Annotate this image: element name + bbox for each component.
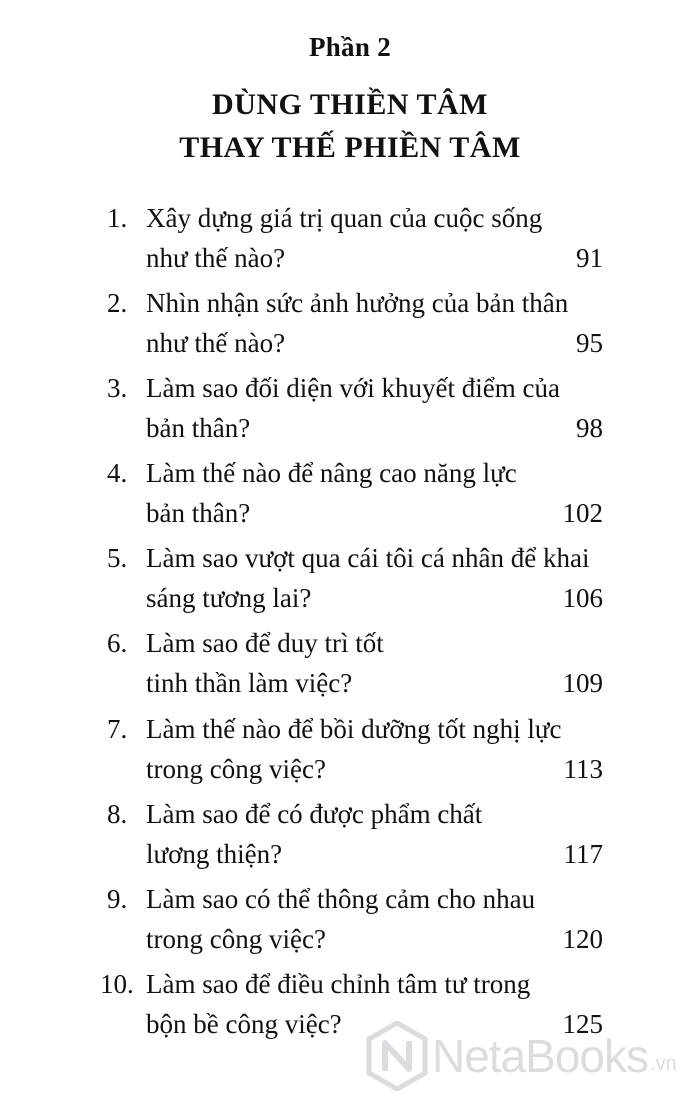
entry-title-line-1: Làm sao vượt qua cái tôi cá nhân để khai: [146, 543, 590, 574]
entry-page-number: 109: [562, 668, 603, 699]
watermark-brand: NetaBooks: [432, 1030, 649, 1082]
netabooks-logo-icon: [366, 1021, 428, 1091]
watermark-tld: .vn: [650, 1053, 677, 1075]
entry-page-number: 91: [576, 243, 603, 273]
toc-entry-3[interactable]: [0, 368, 700, 453]
section-title-line-2: THAY THẾ PHIỀN TÂM: [179, 131, 521, 164]
entry-number: 8.: [107, 798, 128, 829]
entry-number: 3.: [107, 373, 128, 404]
toc-entry-1[interactable]: [0, 198, 700, 283]
entry-number: 6.: [107, 628, 128, 659]
entry-title-line-1: Xây dựng giá trị quan của cuộc sống: [146, 203, 543, 233]
entry-title-line-2: tinh thần làm việc?: [146, 668, 353, 699]
entry-number: 10.: [100, 968, 134, 999]
toc-entry-7[interactable]: [0, 709, 700, 794]
entry-title-line-2: lương thiện?: [146, 838, 283, 869]
entry-number: 4.: [107, 458, 128, 489]
netabooks-watermark: [366, 1018, 696, 1094]
entry-number: 9.: [107, 883, 128, 914]
toc-entry-4[interactable]: [0, 453, 700, 538]
toc-entry-2[interactable]: [0, 283, 700, 368]
entry-page-number: 113: [563, 753, 603, 784]
entry-page-number: 125: [562, 1008, 603, 1039]
entry-page-number: 98: [576, 413, 603, 444]
entry-title-line-1: Nhìn nhận sức ảnh hưởng của bản thân: [146, 288, 569, 319]
toc-entry-9[interactable]: [0, 879, 700, 964]
entry-title-line-1: Làm sao để điều chỉnh tâm tư trong: [146, 968, 531, 999]
toc-entry-8[interactable]: [0, 794, 700, 879]
entry-page-number: 106: [562, 583, 603, 614]
entry-number: 7.: [107, 713, 128, 744]
entry-title-line-1: Làm sao đối diện với khuyết điểm của: [146, 373, 560, 404]
entry-title-line-2: trong công việc?: [146, 923, 326, 954]
section-title-line-1: DÙNG THIỀN TÂM: [212, 88, 488, 121]
entry-title-line-2: sáng tương lai?: [146, 583, 312, 614]
part-label: Phần 2: [308, 32, 392, 62]
entry-title-line-2: bản thân?: [146, 413, 251, 444]
entry-title-line-1: Làm sao để duy trì tốt: [146, 628, 384, 659]
entry-number: 2.: [107, 288, 128, 319]
entry-number: 1.: [107, 203, 128, 233]
entry-title-line-1: Làm sao có thể thông cảm cho nhau: [146, 883, 536, 914]
entry-page-number: 102: [562, 498, 603, 529]
entry-title-line-2: bộn bề công việc?: [146, 1008, 342, 1039]
entry-page-number: 117: [563, 838, 603, 869]
entry-title-line-1: Làm thế nào để nâng cao năng lực: [146, 458, 517, 489]
entry-page-number: 95: [576, 328, 603, 359]
table-of-contents: [0, 198, 700, 1049]
toc-entry-6[interactable]: [0, 623, 700, 708]
entry-title-line-1: Làm sao để có được phẩm chất: [146, 798, 483, 829]
entry-title-line-2: bản thân?: [146, 498, 251, 529]
entry-number: 5.: [107, 543, 128, 574]
entry-page-number: 120: [562, 923, 603, 954]
entry-title-line-2: như thế nào?: [146, 243, 286, 273]
entry-title-line-2: như thế nào?: [146, 328, 286, 359]
entry-title-line-1: Làm thế nào để bồi dưỡng tốt nghị lực: [146, 713, 562, 744]
entry-title-line-2: trong công việc?: [146, 753, 326, 784]
toc-entry-5[interactable]: [0, 538, 700, 623]
